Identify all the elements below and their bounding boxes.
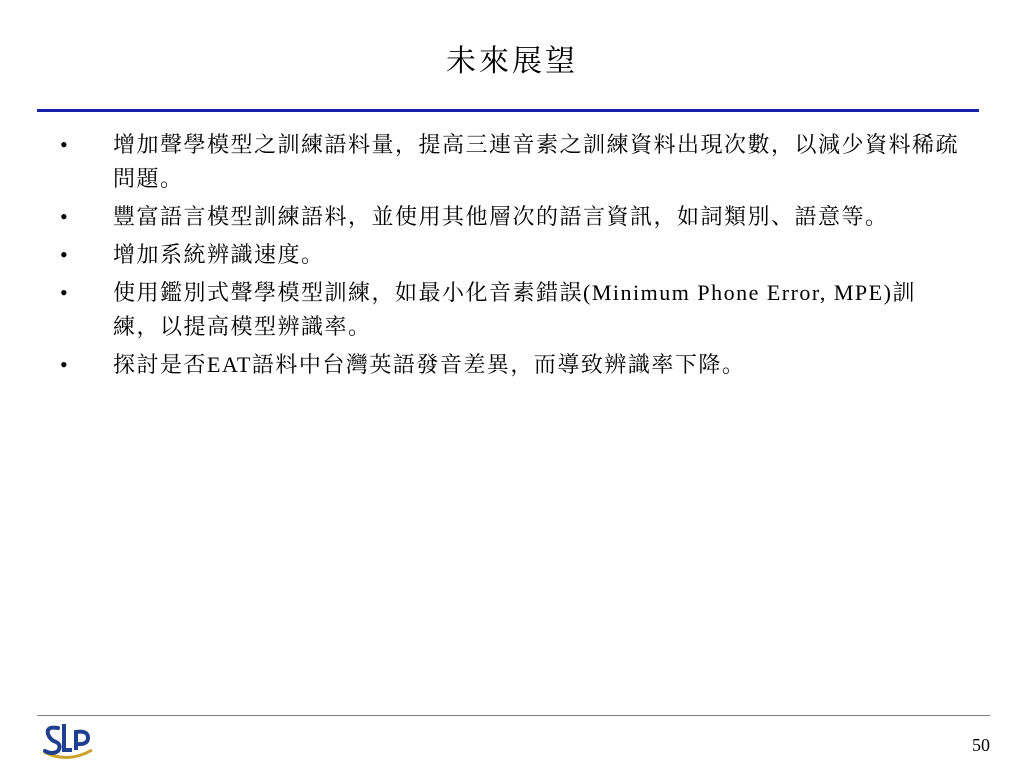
- list-item: [60, 238, 960, 272]
- bullet-marker: •: [60, 204, 68, 229]
- bullet-marker: •: [60, 132, 68, 157]
- list-item: [60, 200, 960, 234]
- logo-p-shape: [76, 732, 88, 750]
- slp-logo: [40, 720, 96, 762]
- bullet-marker: •: [60, 280, 68, 305]
- page-number: 50: [972, 735, 990, 755]
- slide-title: 未來展望: [446, 45, 578, 78]
- bullet-marker: •: [60, 352, 68, 377]
- logo-s-shape: [45, 728, 60, 753]
- bullet-text: 使用鑑別式聲學模型訓練，如最小化音素錯誤(Minimum Phone Error, MPE)訓練，以提高模型辨識率。: [113, 280, 916, 339]
- list-item: [60, 348, 960, 382]
- list-item: [60, 276, 960, 344]
- bullet-text: 豐富語言模型訓練語料，並使用其他層次的語言資訊，如詞類別、語意等。: [113, 204, 889, 229]
- bullet-list: [60, 128, 960, 386]
- title-divider: [37, 109, 979, 112]
- bullet-text: 探討是否EAT語料中台灣英語發音差異，而導致辨識率下降。: [113, 352, 746, 377]
- bullet-text: 增加系統辨識速度。: [113, 242, 325, 267]
- logo-l-shape: [64, 724, 72, 750]
- bullet-marker: •: [60, 242, 68, 267]
- footer-divider: [37, 715, 990, 716]
- list-item: [60, 128, 960, 196]
- bullet-text: 增加聲學模型之訓練語料量，提高三連音素之訓練資料出現次數，以減少資料稀疏問題。: [113, 132, 960, 191]
